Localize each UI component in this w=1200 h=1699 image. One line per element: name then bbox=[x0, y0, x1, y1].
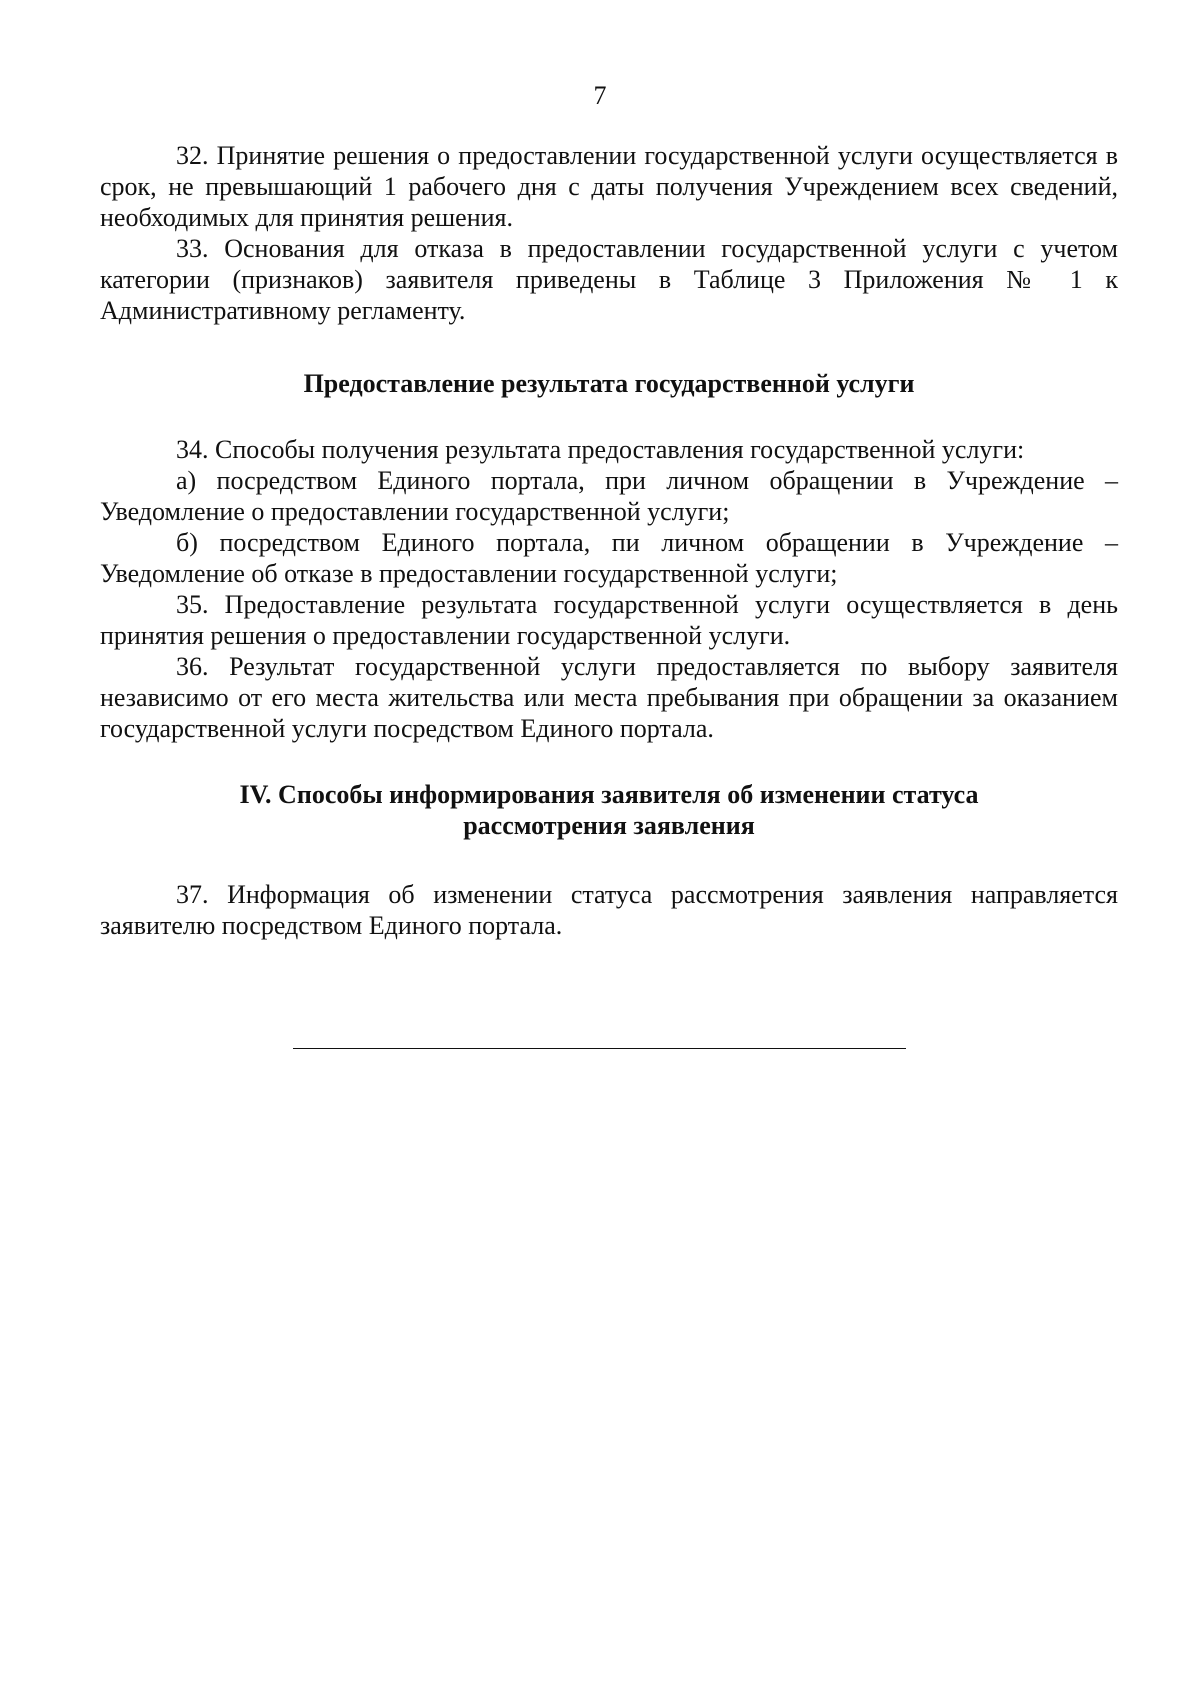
paragraph-34: 34. Способы получения результата предоставления государственной услуги: bbox=[176, 435, 1025, 464]
section-title-iv-line1: IV. Способы информирования заявителя об изменении статуса bbox=[239, 780, 979, 809]
paragraph-35: 35. Предоставление результата государственной услуги осуществляется в день принятия решения о предоставлении государственной услуги. bbox=[100, 590, 1118, 650]
paragraph-32: 32. Принятие решения о предоставлении государственной услуги осуществляется в срок, не превышающий 1 рабочего дня с даты получения Учреждением всех сведений, необходимых для принятия решения. bbox=[100, 141, 1118, 232]
section-title-result: Предоставление результата государственной услуги bbox=[303, 369, 915, 398]
paragraph-36: 36. Результат государственной услуги предоставляется по выбору заявителя независимо от его места жительства или места пребывания при обращении за оказанием государственной услуги посредством Единого портала. bbox=[100, 652, 1118, 743]
document-body bbox=[100, 140, 1118, 941]
section-heading-iv bbox=[100, 779, 1118, 841]
closing-separator-line bbox=[293, 1048, 906, 1049]
paragraph-34-b: б) посредством Единого портала, пи личном обращении в Учреждение – Уведомление об отказе в предоставлении государственной услуги; bbox=[100, 528, 1118, 588]
section-heading-result bbox=[100, 368, 1118, 399]
paragraph-37: 37. Информация об изменении статуса рассмотрения заявления направляется заявителю посредством Единого портала. bbox=[100, 880, 1118, 940]
page-number: 7 bbox=[593, 81, 607, 110]
paragraph-34-a: а) посредством Единого портала, при личном обращении в Учреждение – Уведомление о предоставлении государственной услуги; bbox=[100, 466, 1118, 526]
paragraph-33: 33. Основания для отказа в предоставлении государственной услуги с учетом категории (признаков) заявителя приведены в Таблице 3 Приложения № 1 к Административному регламенту. bbox=[100, 234, 1118, 325]
section-title-iv-line2: рассмотрения заявления bbox=[463, 811, 755, 840]
